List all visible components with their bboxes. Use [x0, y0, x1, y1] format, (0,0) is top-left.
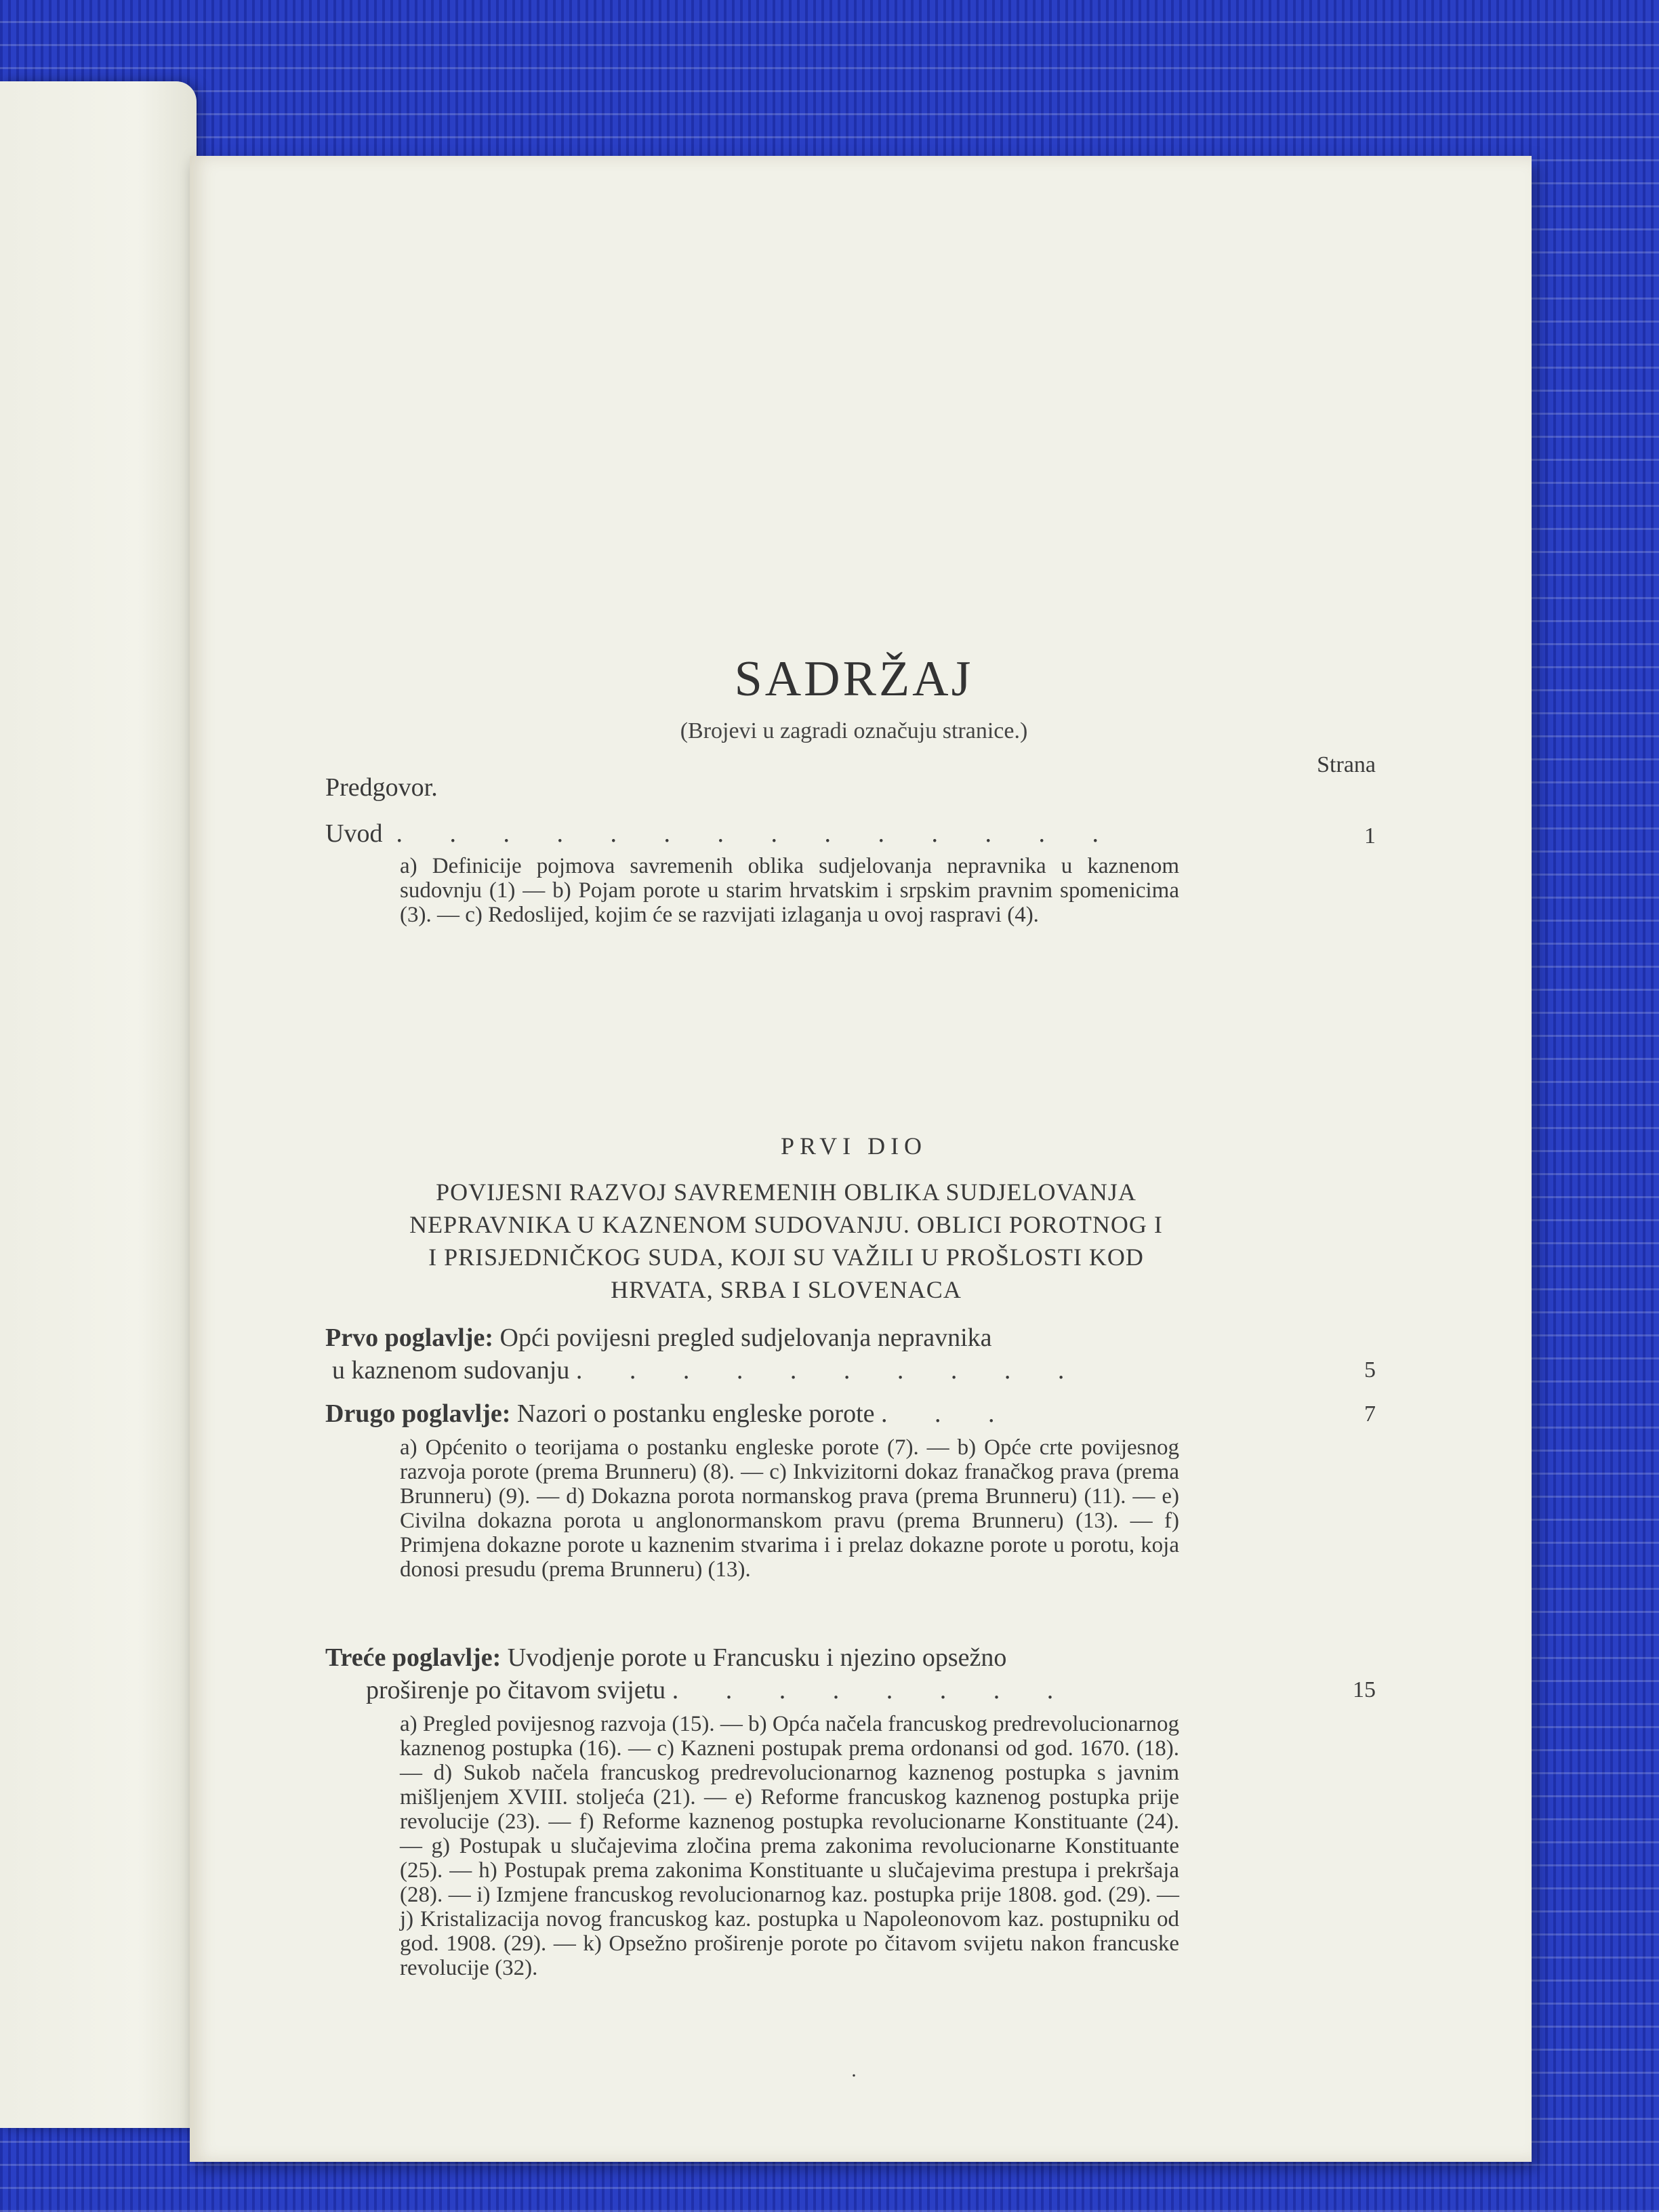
page-column-label: Strana — [1317, 752, 1376, 777]
toc-page-number: 1 — [1364, 823, 1376, 848]
part-heading-line: POVIJESNI RAZVOJ SAVREMENIH OBLIKA SUDJELOVANJA — [436, 1179, 1136, 1206]
part-heading — [352, 1176, 1220, 1306]
dot-leader: . . . — [881, 1399, 1015, 1428]
book-page — [190, 156, 1532, 2162]
toc-entry-uvod — [325, 819, 1355, 848]
part-heading-line: HRVATA, SRBA I SLOVENACA — [611, 1276, 962, 1303]
dot-leader: . . . . . . . . . . . . . . — [396, 819, 1119, 848]
part-heading-line: NEPRAVNIKA U KAZNENOM SUDOVANJU. OBLICI POROTNOG I — [409, 1211, 1163, 1238]
toc-page-number: 5 — [1364, 1357, 1376, 1382]
chapter-title-cont: proširenje po čitavom svijetu — [366, 1676, 666, 1704]
chapter-title: Opći povijesni pregled sudjelovanja nepravnika — [499, 1324, 992, 1352]
toc-page-number: 7 — [1364, 1401, 1376, 1427]
chapter-label: Treće poglavlje: — [325, 1643, 501, 1672]
part-title: PRVI DIO — [780, 1132, 928, 1160]
page-title: SADRŽAJ — [734, 651, 974, 707]
toc-page-number: 15 — [1353, 1677, 1376, 1702]
page-subtitle: (Brojevi u zagradi označuju stranice.) — [680, 718, 1028, 743]
toc-entry-description: a) Pregled povijesnog razvoja (15). — b) Opća načela francuskog predrevolucionarnog kaznenog postupka (16). — c) Kazneni postupak prema ordonansi od god. 1670. (18). — d) Sukob načela francuskog predrevolucionarnog kaznenog postupka s javnim mišljenjem XVIII. stoljeća (21). — e) Reforme francuskog kaznenog postupka prije revolucije (23). — f) Reforme kaznenog postupka revolucionarne Konstituante (24). — g) Postupak u slučajevima zločina prema zakonima revolucionarne Konstituante (25). — h) Postupak prema zakonima Konstituante u slučajevima prestupa i prekršaja (28). — i) Izmjene francuskog revolucionarnog kaz. postupka prije 1808. god. (29). — j) Kristalizacija novog francuskog kaz. postupka u Napoleonovom kaz. postupniku od god. 1908. (29). — k) Opsežno proširenje porote po čitavom svijetu nakon francuske revolucije (32). — [400, 1712, 1179, 1980]
toc-entry-description: a) Definicije pojmova savremenih oblika sudjelovanja nepravnika u kaznenom sudovnju (1) — b) Pojam porote u starim hrvatskim i srpskim pravnim spomenicima (3). — c) Redoslijed, kojim će se razvijati izlaganja u ovoj raspravi (4). — [400, 854, 1179, 927]
dot-leader: . . . . . . . . . . — [575, 1356, 1085, 1385]
chapter-title: Nazori o postanku engleske porote — [516, 1399, 875, 1428]
chapter-label: Prvo poglavlje: — [325, 1324, 494, 1352]
dot-leader: . . . . . . . . — [672, 1676, 1074, 1704]
toc-entry-description: a) Općenito o teorijama o postanku engleske porote (7). — b) Opće crte povijesnog razvoja porote (prema Brunneru) (8). — c) Inkvizitorni dokaz franačkog prava (prema Brunneru) (9). — d) Dokazna porota normanskog prava (prema Brunneru) (11). — e) Civilna dokazna porota u anglonormanskom pravu (prema Brunneru) (13). — f) Primjena dokazne porote u kaznenim stvarima i i prelaz dokazne porote u porotu, koja donosi presudu (prema Brunneru) (13). — [400, 1435, 1179, 1582]
toc-chapter-3 — [325, 1641, 1179, 1706]
part-heading-line: I PRISJEDNIČKOG SUDA, KOJI SU VAŽILI U PROŠLOSTI KOD — [428, 1244, 1144, 1271]
left-page — [0, 81, 197, 2128]
chapter-title-cont: u kaznenom sudovanju — [332, 1356, 570, 1385]
toc-chapter-1 — [325, 1322, 1179, 1387]
chapter-label: Drugo poglavlje: — [325, 1399, 511, 1428]
chapter-title: Uvodjenje porote u Francusku i njezino opsežno — [507, 1643, 1007, 1672]
toc-entry-label: Uvod — [325, 819, 383, 848]
toc-entry-predgovor: Predgovor. — [325, 773, 438, 802]
toc-chapter-2 — [325, 1397, 1179, 1430]
page-footer-mark: . — [851, 2059, 857, 2081]
